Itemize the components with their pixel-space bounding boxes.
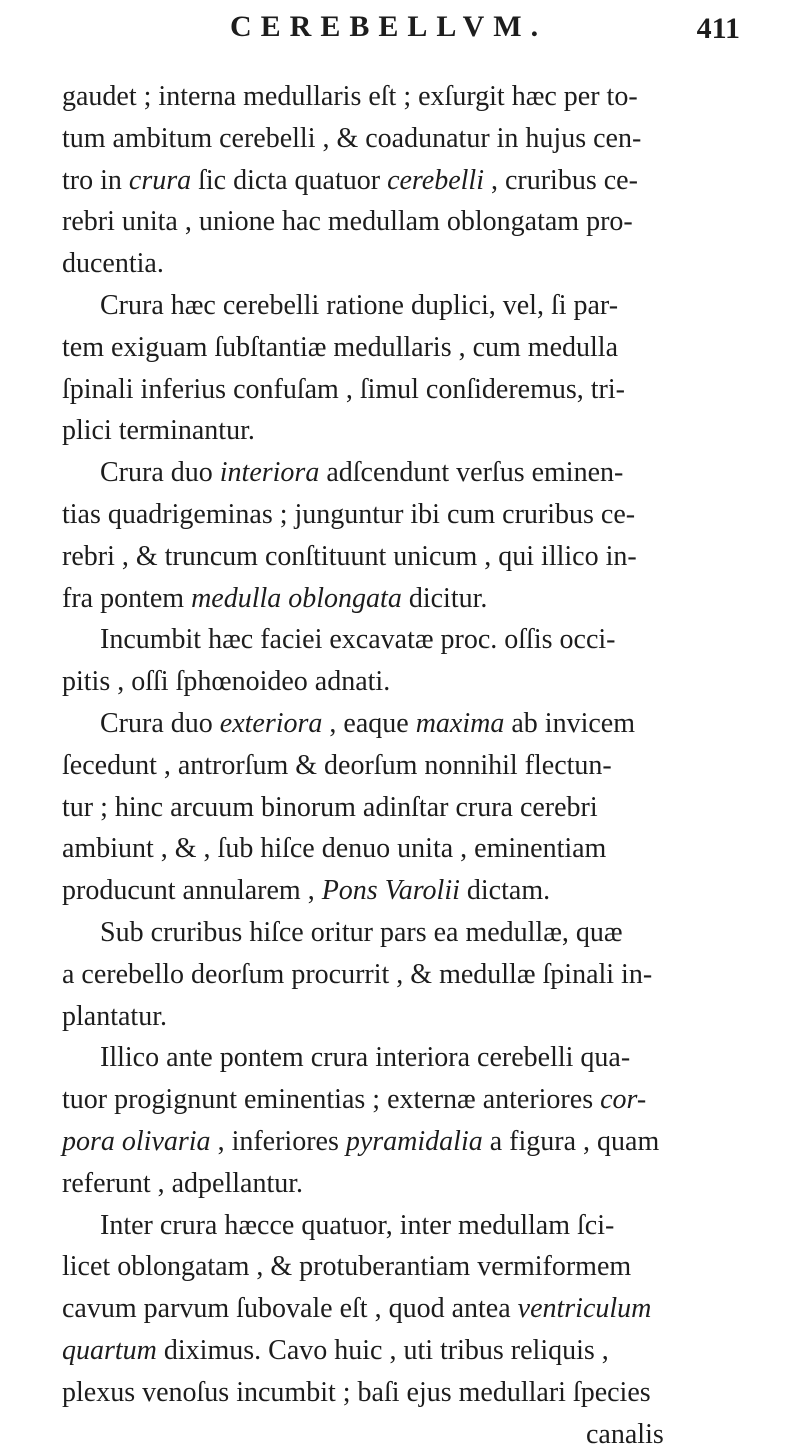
text-run: plici terminantur. (62, 415, 255, 446)
text-run: adſcendunt verſus eminen- (319, 457, 624, 488)
text-run: , inferiores (210, 1126, 346, 1157)
text-line (62, 1163, 303, 1205)
text-line (100, 1205, 614, 1247)
text-line (62, 118, 641, 160)
text-run: ſpinali inferius confuſam , ſimul conſideremus, tri- (62, 374, 625, 405)
catchword: canalis (586, 1419, 664, 1450)
text-run: dicitur. (401, 583, 488, 614)
text-run: referunt , adpellantur. (62, 1168, 304, 1199)
text-run: a cerebello deorſum procurrit , & medullæ ſpinali in- (62, 959, 653, 990)
italic-run: exteriora (219, 708, 323, 739)
text-line (100, 912, 623, 954)
text-line (62, 1246, 631, 1288)
text-run: ſic dicta quatuor (191, 165, 388, 196)
text-run: tem exiguam ſubſtantiæ medullaris , cum medulla (62, 332, 618, 363)
text-run: producunt annularem , (62, 875, 322, 906)
text-run: pitis , oſſi ſphœnoideo adnati. (62, 666, 391, 697)
text-run: licet oblongatam , & protuberantiam vermiformem (62, 1251, 632, 1282)
text-run: a figura , quam (482, 1126, 660, 1157)
text-run: , eaque (322, 708, 416, 739)
text-run: dictam. (459, 875, 551, 906)
text-line (62, 745, 612, 787)
text-run: tum ambitum cerebelli , & coadunatur in hujus cen- (62, 123, 642, 154)
italic-run: Pons Varolii (321, 875, 460, 906)
text-line (62, 327, 618, 369)
text-run: ducentia. (62, 248, 164, 279)
text-run: gaudet ; interna medullaris eſt ; exſurgit hæc per to- (62, 81, 638, 112)
text-line (62, 870, 550, 912)
running-title: CEREBELLVM. (230, 10, 548, 43)
italic-run: cor- (600, 1084, 647, 1115)
text-run: rebri , & truncum conſtituunt unicum , qui illico in- (62, 541, 637, 572)
italic-run: cerebelli (387, 165, 484, 196)
text-line (62, 76, 638, 118)
text-run: cavum parvum ſubovale eſt , quod antea (62, 1293, 518, 1324)
text-run: ab invicem (504, 708, 635, 739)
italic-run: interiora (219, 457, 320, 488)
text-line (62, 828, 606, 870)
italic-run: medulla oblongata (191, 583, 402, 614)
text-line (62, 1121, 659, 1163)
text-run: plantatur. (62, 1001, 167, 1032)
page-header (230, 10, 750, 50)
text-line (62, 996, 167, 1038)
text-run: Illico ante pontem crura interiora cerebelli qua- (100, 1042, 631, 1073)
text-line (62, 494, 635, 536)
text-run: Incumbit hæc faciei excavatæ proc. oſſis occi- (100, 624, 616, 655)
text-line (62, 536, 637, 578)
text-line (62, 243, 164, 285)
text-run: rebri unita , unione hac medullam oblongatam pro- (62, 206, 633, 237)
text-line (62, 160, 638, 202)
italic-run: maxima (415, 708, 505, 739)
text-line (100, 703, 635, 745)
text-run: Inter crura hæcce quatuor, inter medullam ſci- (100, 1210, 615, 1241)
text-run: tro in (62, 165, 129, 196)
text-run: Crura hæc cerebelli ratione duplici, vel, ſi par- (100, 290, 619, 321)
text-run: Sub cruribus hiſce oritur pars ea medullæ, quæ (100, 917, 623, 948)
text-run: Crura duo (100, 457, 220, 488)
text-line (62, 410, 255, 452)
text-line (62, 661, 390, 703)
text-run: tur ; hinc arcuum binorum adinſtar crura cerebri (62, 792, 598, 823)
italic-run: pyramidalia (345, 1126, 483, 1157)
text-line (100, 285, 618, 327)
italic-run: crura (128, 165, 192, 196)
text-line (100, 1037, 630, 1079)
text-run: ſecedunt , antrorſum & deorſum nonnihil flectun- (62, 750, 612, 781)
text-line (62, 578, 487, 620)
text-line (62, 369, 625, 411)
text-line (62, 201, 633, 243)
text-run: diximus. Cavo huic , uti tribus reliquis , (156, 1335, 609, 1366)
text-line (62, 954, 652, 996)
text-run: tuor progignunt eminentias ; externæ anteriores (62, 1084, 601, 1115)
text-run: plexus venoſus incumbit ; baſi ejus medullari ſpecies (62, 1377, 651, 1408)
text-run: tias quadrigeminas ; junguntur ibi cum cruribus ce- (62, 499, 636, 530)
italic-run: pora olivaria (62, 1126, 211, 1157)
page-number: 411 (696, 12, 740, 45)
text-run: Crura duo (100, 708, 220, 739)
text-run: ambiunt , & , ſub hiſce denuo unita , eminentiam (62, 833, 607, 864)
text-line (62, 787, 598, 829)
italic-run: quartum (62, 1335, 157, 1366)
text-line (62, 1372, 651, 1414)
text-line (62, 1330, 609, 1372)
text-line (62, 1079, 646, 1121)
text-line (100, 452, 623, 494)
text-line (100, 619, 615, 661)
text-line (62, 1288, 651, 1330)
text-run: , cruribus ce- (483, 165, 638, 196)
text-run: fra pontem (62, 583, 192, 614)
italic-run: ventriculum (517, 1293, 652, 1324)
